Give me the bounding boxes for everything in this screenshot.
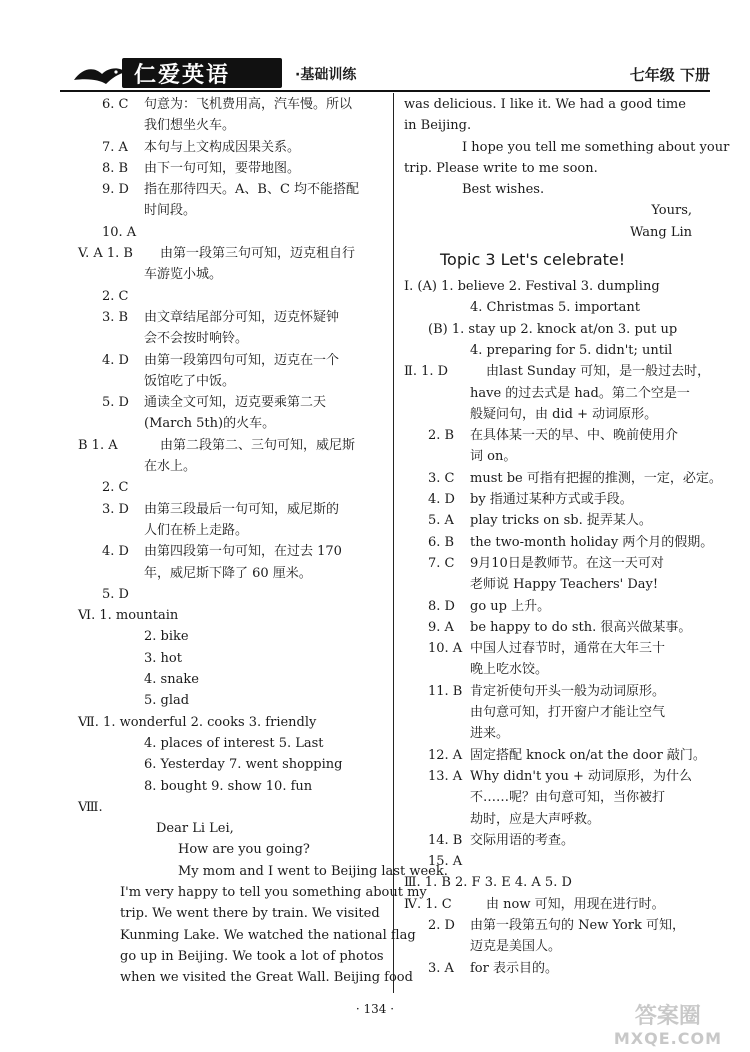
section-label: Ⅷ. xyxy=(78,799,103,815)
answer-line: Wang Lin xyxy=(630,224,692,240)
answer-line xyxy=(404,596,696,617)
answer-text: 由第四段第一句可知，在过去 170 xyxy=(144,544,342,560)
answer-line xyxy=(404,872,696,893)
answer-line xyxy=(78,477,386,498)
answer-number: 14. B xyxy=(428,832,463,848)
answer-text: 由第三段最后一句可知，威尼斯的 xyxy=(144,501,340,517)
answer-text: 由下一句可知，要带地图。 xyxy=(144,160,301,176)
answer-text: go up 上升。 xyxy=(470,598,551,614)
answer-number: 6. B xyxy=(428,534,455,550)
answer-line: 4. Christmas 5. important xyxy=(470,300,640,316)
topic-title: Topic 3 Let's celebrate! xyxy=(440,250,626,270)
answer-text: 迈克是美国人。 xyxy=(470,939,562,955)
section-label: Ⅲ. 1. B 2. F 3. E 4. A 5. D xyxy=(404,875,572,891)
answer-line xyxy=(78,903,386,924)
answer-number: 9. A xyxy=(428,619,454,635)
answer-line xyxy=(78,797,386,818)
answer-line xyxy=(404,958,696,979)
answer-line xyxy=(78,243,386,264)
answer-number: 3. A xyxy=(428,960,454,976)
answer-text: 我们想坐火车。 xyxy=(144,118,236,134)
answer-line xyxy=(404,404,696,425)
answer-line xyxy=(404,638,696,659)
answer-number: 7. A xyxy=(102,139,128,155)
answer-line xyxy=(404,830,696,851)
watermark-text: 答案圈 xyxy=(634,1004,701,1029)
answer-line xyxy=(78,200,386,221)
answer-line xyxy=(78,520,386,541)
page-number: · 134 · xyxy=(355,1002,395,1016)
answer-line xyxy=(78,839,386,860)
answer-line xyxy=(404,936,696,957)
answer-line xyxy=(78,499,386,520)
section-label: Ⅶ. 1. wonderful 2. cooks 3. friendly xyxy=(78,714,317,730)
answer-text: 时间段。 xyxy=(144,203,197,219)
answer-line xyxy=(78,94,386,115)
answer-line xyxy=(78,158,386,179)
answer-line xyxy=(78,264,386,285)
watermark-url: MXQE.COM xyxy=(613,1029,722,1048)
brand-subtitle: ·基础训练 xyxy=(295,67,357,83)
right-column xyxy=(404,94,730,979)
answer-line xyxy=(78,882,427,903)
answer-text: the two-month holiday 两个月的假期。 xyxy=(470,534,714,550)
answer-line xyxy=(78,754,386,775)
answer-line: trip. Please write to me soon. xyxy=(404,160,598,176)
answer-text: 中国人过春节时，通常在大年三十 xyxy=(470,641,666,657)
answer-text: go up in Beijing. We took a lot of photos xyxy=(120,948,384,964)
answer-line xyxy=(404,766,696,787)
answer-line: I hope you tell me something about your xyxy=(462,139,730,155)
answer-line xyxy=(78,605,386,626)
answer-text: My mom and I went to Beijing last week. xyxy=(178,863,448,879)
answer-line xyxy=(78,967,413,988)
answer-text: How are you going? xyxy=(178,842,310,858)
answer-line xyxy=(78,137,386,158)
answer-line xyxy=(78,350,386,371)
answer-number: 4. D xyxy=(102,352,129,368)
answer-text: 肯定祈使句开头一般为动词原形。 xyxy=(470,683,666,699)
answer-text: 般疑问句，由 did + 动词原形。 xyxy=(470,406,658,422)
answer-number: 4. D xyxy=(428,492,455,508)
answer-text: be happy to do sth. 很高兴做某事。 xyxy=(470,619,692,635)
answer-number: 6. C xyxy=(102,97,129,112)
answer-text: for 表示目的。 xyxy=(470,960,558,976)
answer-line: Yours, xyxy=(651,203,692,219)
section-label: V. A 1. B xyxy=(78,246,133,262)
answer-line xyxy=(404,532,714,553)
answer-number: 13. A xyxy=(428,768,463,784)
answer-line xyxy=(404,787,696,808)
answer-text: play tricks on sb. 捉弄某人。 xyxy=(470,513,652,529)
answer-text: 固定搭配 knock on/at the door 敲门。 xyxy=(470,747,706,763)
answer-line xyxy=(404,574,696,595)
answer-number: 12. A xyxy=(428,747,463,763)
answer-line xyxy=(78,733,386,754)
answer-text: 5. glad xyxy=(144,693,190,709)
answer-line xyxy=(404,617,696,638)
answer-line xyxy=(404,468,722,489)
header-rule xyxy=(60,90,710,92)
answer-text: 人们在桥上走路。 xyxy=(144,522,249,538)
answer-line xyxy=(404,851,696,872)
answer-line xyxy=(78,541,386,562)
answer-number: 3. D xyxy=(102,501,129,517)
answer-number: 11. B xyxy=(428,683,463,699)
answer-text: 劫时，应是大声呼救。 xyxy=(470,811,601,827)
answer-text: 会不会按时响铃。 xyxy=(144,331,249,347)
answer-text: 晚上吃水饺。 xyxy=(470,662,549,678)
answer-text: 由句意可知，打开窗户才能让空气 xyxy=(470,705,666,721)
answer-line xyxy=(404,702,696,723)
answer-line xyxy=(404,809,696,830)
answer-line xyxy=(78,179,386,200)
answer-line: Best wishes. xyxy=(462,182,545,198)
answer-text: 2. bike xyxy=(144,629,189,645)
answer-number: 5. D xyxy=(102,586,129,602)
answer-text: 4. places of interest 5. Last xyxy=(144,735,324,751)
answer-line xyxy=(78,818,386,839)
answer-text: Why didn't you + 动词原形，为什么 xyxy=(470,768,693,784)
answer-text: 词 on。 xyxy=(470,449,517,465)
answer-text: 由 now 可知，用现在进行时。 xyxy=(486,896,665,912)
answer-line xyxy=(404,383,696,404)
answer-line xyxy=(78,690,386,711)
answer-line xyxy=(78,946,386,967)
answer-line: was delicious. I like it. We had a good time xyxy=(404,97,686,112)
answer-text: 不……呢？由句意可知，当你被打 xyxy=(470,790,666,806)
answer-line xyxy=(78,392,386,413)
answer-line xyxy=(78,626,386,647)
answer-text: 饭馆吃了中饭。 xyxy=(144,373,236,389)
answer-number: 4. D xyxy=(102,544,129,560)
answer-number: 10. A xyxy=(428,641,463,657)
answer-text: (March 5th)的火车。 xyxy=(144,416,276,432)
answer-line xyxy=(78,925,416,946)
answer-text: Kunming Lake. We watched the national flag xyxy=(120,927,416,943)
answer-text: 在具体某一天的早、中、晚前使用介 xyxy=(470,428,679,444)
answer-number: 3. C xyxy=(428,470,455,486)
bird-logo-icon xyxy=(72,62,128,88)
answer-text: by 指通过某种方式或手段。 xyxy=(470,492,633,508)
answer-text: have 的过去式是 had。第二个空是一 xyxy=(470,385,690,401)
answer-line xyxy=(78,669,386,690)
section-label: (B) 1. stay up 2. knock at/on 3. put up xyxy=(428,321,678,337)
answer-text: must be 可指有把握的推测，一定，必定。 xyxy=(470,470,722,486)
answer-line: in Beijing. xyxy=(404,118,472,134)
answer-text: 3. hot xyxy=(144,650,182,666)
answer-number: 5. D xyxy=(102,395,129,411)
answer-text: I'm very happy to tell you something about my xyxy=(120,884,427,900)
answer-line xyxy=(404,553,696,574)
answer-number: 8. D xyxy=(428,598,455,614)
answer-line xyxy=(78,222,386,243)
answer-line xyxy=(404,276,696,297)
answer-text: 由第一段第五句的 New York 可知， xyxy=(470,917,685,933)
answer-number: 2. D xyxy=(428,917,455,933)
answer-number: 8. B xyxy=(102,160,129,176)
answer-line xyxy=(78,563,386,584)
answer-text: 本句与上文构成因果关系。 xyxy=(144,139,301,155)
section-label: Ⅰ. (A) 1. believe 2. Festival 3. dumpling xyxy=(404,279,660,295)
answer-text: 8. bought 9. show 10. fun xyxy=(144,778,313,794)
answer-line xyxy=(404,723,696,744)
answer-line xyxy=(404,319,696,340)
answer-line xyxy=(404,915,696,936)
section-label: Ⅱ. 1. D xyxy=(404,364,449,380)
answer-line xyxy=(78,115,386,136)
answer-line xyxy=(78,371,386,392)
page-header xyxy=(60,52,710,92)
answer-text: 车游览小城。 xyxy=(144,267,223,283)
answer-number: 2. B xyxy=(428,428,455,444)
answer-line: 4. preparing for 5. didn't; until xyxy=(470,342,673,358)
answer-number: 15. A xyxy=(428,854,463,870)
answer-number: 2. C xyxy=(102,288,129,304)
answer-number: 7. C xyxy=(428,555,455,571)
answer-line xyxy=(78,861,448,882)
answer-line xyxy=(78,435,386,456)
answer-text: 由第一段第三句可知，迈克租自行 xyxy=(160,246,356,262)
answer-line xyxy=(404,894,696,915)
answer-text: Dear Li Lei, xyxy=(156,821,234,837)
answer-number: 2. C xyxy=(102,480,129,496)
answer-line xyxy=(78,648,386,669)
answer-text: 由第一段第四句可知，迈克在一个 xyxy=(144,352,340,368)
answer-line xyxy=(404,425,696,446)
grade-label: 七年级 下册 xyxy=(629,66,710,84)
answer-line xyxy=(404,510,696,531)
answer-text: 通读全文可知，迈克要乘第二天 xyxy=(144,395,327,411)
answer-line xyxy=(78,307,386,328)
answer-text: 老师说 Happy Teachers' Day! xyxy=(470,577,659,593)
watermark-logo xyxy=(614,1006,722,1050)
answer-line xyxy=(78,456,386,477)
answer-line xyxy=(404,681,696,702)
answer-text: 由文章结尾部分可知，迈克怀疑钟 xyxy=(144,309,340,325)
answer-number: 9. D xyxy=(102,182,129,198)
answer-text: 在水上。 xyxy=(144,459,197,475)
answer-line xyxy=(78,776,386,797)
answer-text: 句意为：飞机费用高，汽车慢。所以 xyxy=(144,97,353,112)
answer-text: when we visited the Great Wall. Beijing food xyxy=(120,970,413,986)
answer-line xyxy=(404,446,696,467)
answer-text: 指在那待四天。A、B、C 均不能搭配 xyxy=(144,182,360,198)
answer-text: 由第二段第二、三句可知，威尼斯 xyxy=(160,437,356,453)
answer-text: 6. Yesterday 7. went shopping xyxy=(144,757,343,773)
brand-title: 仁爱英语 xyxy=(122,58,282,88)
answer-line xyxy=(78,328,386,349)
answer-line xyxy=(404,361,711,382)
answer-line xyxy=(404,745,706,766)
section-label: Ⅵ. 1. mountain xyxy=(78,608,179,624)
section-label: Ⅳ. 1. C xyxy=(404,896,452,912)
answer-text: 交际用语的考查。 xyxy=(470,832,575,848)
answer-text: 4. snake xyxy=(144,672,199,688)
answer-number: 5. A xyxy=(428,513,454,529)
answer-line xyxy=(404,489,696,510)
answer-line xyxy=(78,712,386,733)
answer-text: 9月10日是教师节。在这一天可对 xyxy=(470,555,664,571)
answer-line xyxy=(78,413,386,434)
answer-text: 年，威尼斯下降了 60 厘米。 xyxy=(144,565,312,581)
section-label: B 1. A xyxy=(78,437,118,453)
answer-number: 3. B xyxy=(102,309,129,325)
column-divider xyxy=(393,93,394,993)
answer-line xyxy=(404,659,696,680)
answer-text: 由last Sunday 可知，是一般过去时， xyxy=(486,364,711,380)
answer-line xyxy=(78,584,386,605)
answer-text: trip. We went there by train. We visited xyxy=(120,906,380,922)
answer-line xyxy=(78,286,386,307)
answer-number: 10. A xyxy=(102,224,137,240)
answer-text: 进来。 xyxy=(470,726,510,742)
